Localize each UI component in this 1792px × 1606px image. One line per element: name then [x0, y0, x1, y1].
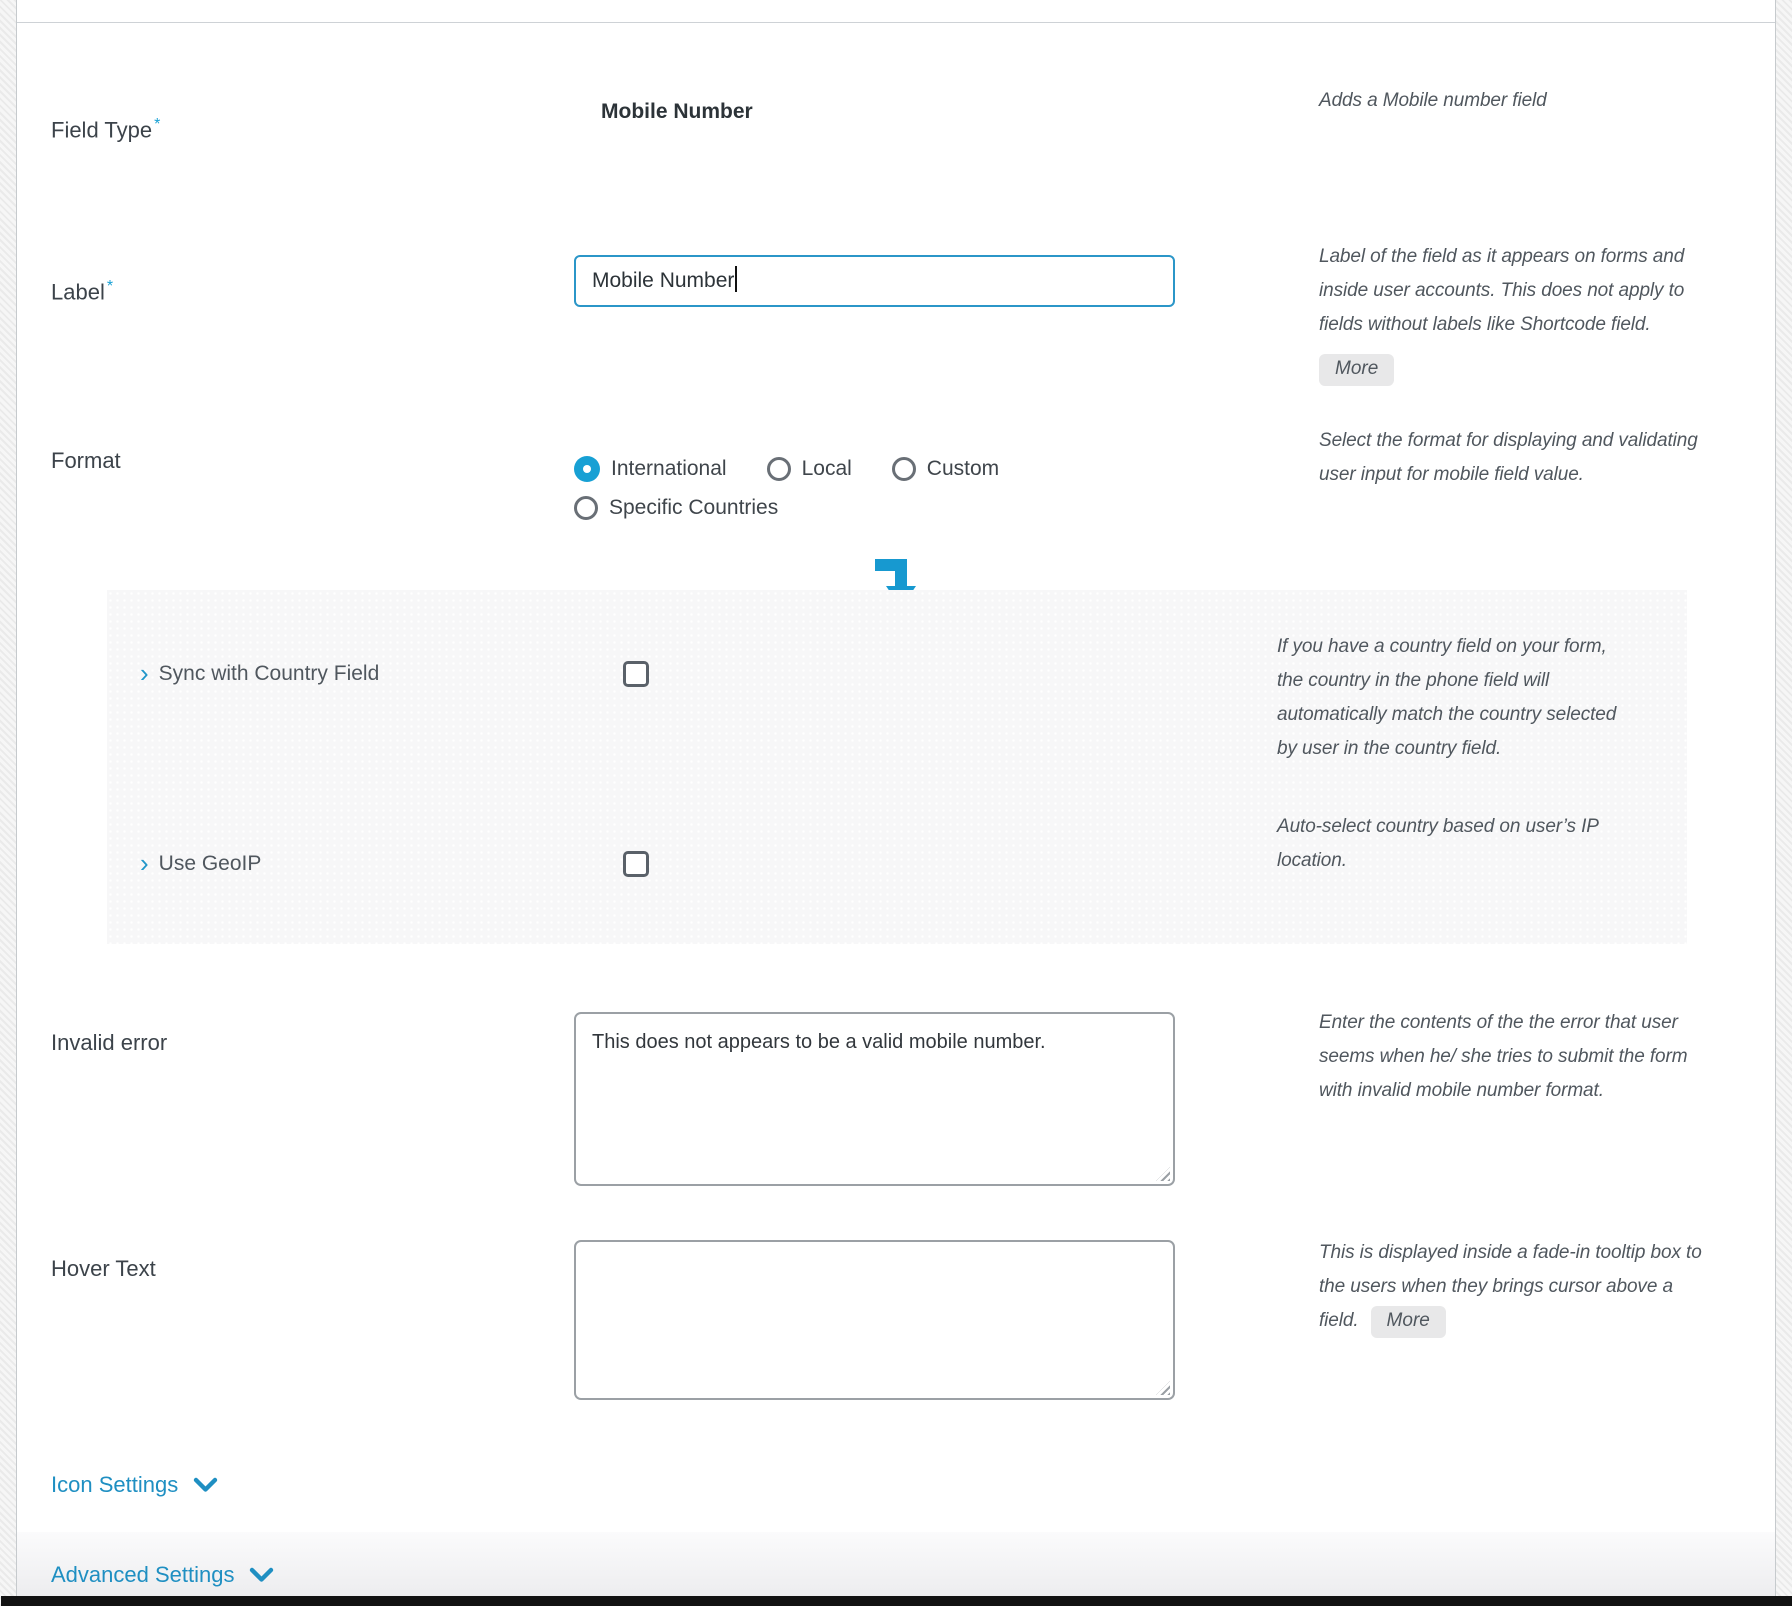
description-line: Enter the contents of the the error that user	[1319, 1012, 1678, 1033]
field-type-label	[51, 116, 160, 143]
sync-with-country-label: Sync with Country Field	[158, 662, 380, 685]
invalid-error-description	[1319, 1006, 1687, 1108]
description-line: Label of the field as it appears on forms and	[1319, 246, 1685, 267]
use-geoip-toggle[interactable]	[140, 850, 261, 876]
radio-local[interactable]	[767, 457, 852, 481]
format-radio-group	[574, 456, 999, 520]
description-line	[1319, 1304, 1702, 1338]
radio-international[interactable]	[574, 456, 727, 482]
hover-text-textarea[interactable]	[576, 1242, 1173, 1398]
chevron-down-icon	[193, 1477, 218, 1493]
description-line: Auto-select country based on user’s IP	[1277, 816, 1599, 837]
label-input-value: Mobile Number	[592, 269, 735, 292]
description-line: automatically match the country selected	[1277, 704, 1617, 725]
sync-with-country-toggle[interactable]	[140, 660, 379, 686]
invalid-error-label-text: Invalid error	[51, 1030, 168, 1055]
modal-footer	[17, 1532, 1775, 1596]
radio-selected-icon[interactable]	[574, 456, 600, 482]
bottom-dark-bar	[1, 1596, 1792, 1606]
sync-with-country-checkbox[interactable]	[623, 661, 649, 687]
required-asterisk: *	[154, 116, 161, 133]
format-radio-row	[574, 456, 999, 482]
invalid-error-textarea[interactable]	[576, 1014, 1173, 1184]
description-line: If you have a country field on your form,	[1277, 636, 1607, 657]
icon-settings-label: Icon Settings	[51, 1472, 179, 1497]
more-button[interactable]: More	[1319, 354, 1394, 386]
radio-label: Custom	[926, 457, 1000, 480]
radio-label: International	[611, 457, 727, 480]
field-type-value: Mobile Number	[601, 100, 753, 123]
description-line: by user in the country field.	[1277, 738, 1502, 759]
field-settings-modal	[16, 0, 1776, 1606]
advanced-settings-label: Advanced Settings	[51, 1562, 235, 1587]
field-type-label-text: Field Type	[51, 117, 153, 143]
description-line: the country in the phone field will	[1277, 670, 1550, 691]
label-description	[1319, 240, 1684, 386]
invalid-error-label	[51, 1030, 167, 1056]
radio-label: Specific Countries	[609, 496, 779, 519]
radio-specific-countries[interactable]	[574, 496, 778, 520]
description-line: Adds a Mobile number field	[1319, 90, 1547, 111]
hover-text-label-text: Hover Text	[51, 1256, 156, 1281]
modal-header	[17, 0, 1775, 23]
sync-with-country-description	[1277, 630, 1616, 766]
use-geoip-checkbox[interactable]	[623, 851, 649, 877]
description-line: seems when he/ she tries to submit the form	[1319, 1046, 1688, 1067]
format-label	[51, 448, 121, 474]
format-description	[1319, 424, 1698, 492]
use-geoip-label: Use GeoIP	[158, 852, 262, 875]
label-field-label	[51, 278, 113, 305]
text-cursor	[735, 266, 737, 292]
field-type-description	[1319, 84, 1547, 118]
description-line: fields without labels like Shortcode field.	[1319, 314, 1651, 335]
label-field-label-text: Label	[51, 279, 105, 305]
hover-text-description	[1319, 1236, 1702, 1338]
radio-custom[interactable]	[892, 457, 999, 481]
description-line: the users when they brings cursor above a	[1319, 1276, 1673, 1297]
radio-unselected-icon[interactable]	[574, 496, 598, 520]
radio-unselected-icon[interactable]	[767, 457, 791, 481]
invalid-error-textarea-wrap	[574, 1012, 1175, 1186]
required-asterisk: *	[106, 278, 114, 295]
more-button[interactable]: More	[1371, 1306, 1446, 1338]
advanced-settings-toggle[interactable]	[51, 1562, 274, 1588]
use-geoip-description	[1277, 810, 1599, 878]
chevron-right-icon: ›	[140, 658, 149, 688]
description-line: location.	[1277, 850, 1347, 871]
description-line: This is displayed inside a fade-in tooltip box to	[1319, 1242, 1702, 1263]
chevron-right-icon: ›	[140, 848, 149, 878]
description-line: inside user accounts. This does not apply to	[1319, 280, 1685, 301]
hover-text-label	[51, 1256, 156, 1282]
description-line: with invalid mobile number format.	[1319, 1080, 1604, 1101]
description-line-text: field.	[1319, 1310, 1359, 1331]
label-input[interactable]	[574, 255, 1175, 307]
chevron-down-icon	[249, 1567, 274, 1583]
hover-text-textarea-wrap	[574, 1240, 1175, 1400]
format-label-text: Format	[51, 448, 121, 473]
icon-settings-toggle[interactable]	[51, 1472, 218, 1498]
radio-label: Local	[801, 457, 852, 480]
format-radio-row	[574, 496, 999, 520]
description-line: user input for mobile field value.	[1319, 464, 1584, 485]
radio-unselected-icon[interactable]	[892, 457, 916, 481]
description-line: Select the format for displaying and validating	[1319, 430, 1698, 451]
